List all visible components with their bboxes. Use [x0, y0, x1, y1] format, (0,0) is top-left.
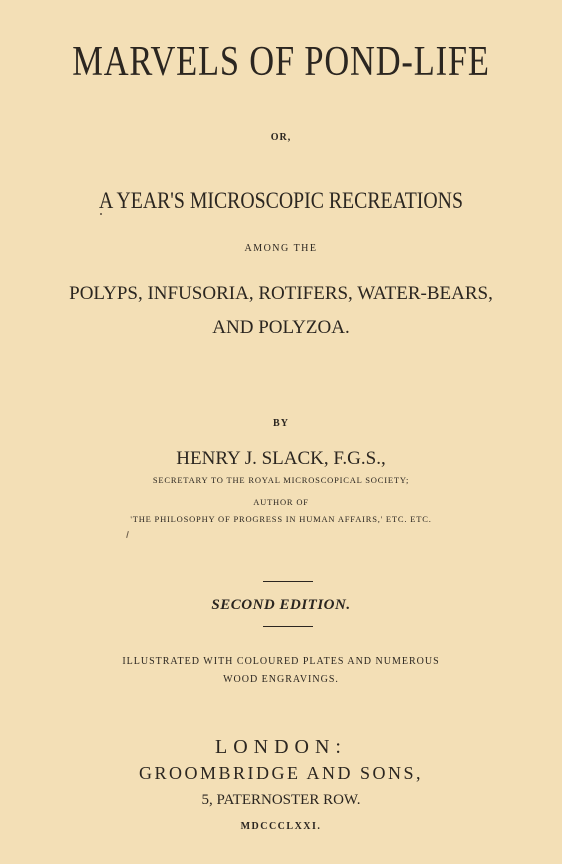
- divider-rule-top: [263, 581, 313, 582]
- author-role: SECRETARY TO THE ROYAL MICROSCOPICAL SOCIETY;: [152, 475, 410, 485]
- book-subtitle: A YEAR'S MICROSCOPIC RECREATIONS: [99, 188, 463, 213]
- by-connector: BY: [273, 418, 289, 429]
- ink-mark: [126, 531, 129, 538]
- publisher-city: LONDON:: [215, 736, 347, 758]
- divider-rule-bottom: [263, 626, 313, 627]
- other-work-title: 'THE PHILOSOPHY OF PROGRESS IN HUMAN AFFAIRS,' ETC. ETC.: [130, 514, 432, 524]
- ink-speck: [100, 213, 102, 215]
- among-connector: AMONG THE: [244, 243, 318, 254]
- subjects-line-1: POLYPS, INFUSORIA, ROTIFERS, WATER-BEARS,: [69, 283, 493, 304]
- author-name: HENRY J. SLACK, F.G.S.,: [176, 448, 386, 469]
- illustrations-line-1: ILLUSTRATED WITH COLOURED PLATES AND NUMEROUS: [122, 656, 440, 667]
- or-connector: OR,: [270, 132, 292, 143]
- publisher-name: GROOMBRIDGE AND SONS,: [138, 763, 424, 783]
- book-title: MARVELS OF POND-LIFE: [72, 39, 490, 85]
- publication-year: MDCCCLXXI.: [240, 821, 322, 832]
- illustrations-line-2: WOOD ENGRAVINGS.: [223, 674, 339, 685]
- publisher-address: 5, PATERNOSTER ROW.: [201, 792, 361, 808]
- subjects-line-2: AND POLYZOA.: [212, 317, 350, 338]
- edition-label: SECOND EDITION.: [211, 597, 351, 613]
- author-of-label: AUTHOR OF: [253, 497, 309, 507]
